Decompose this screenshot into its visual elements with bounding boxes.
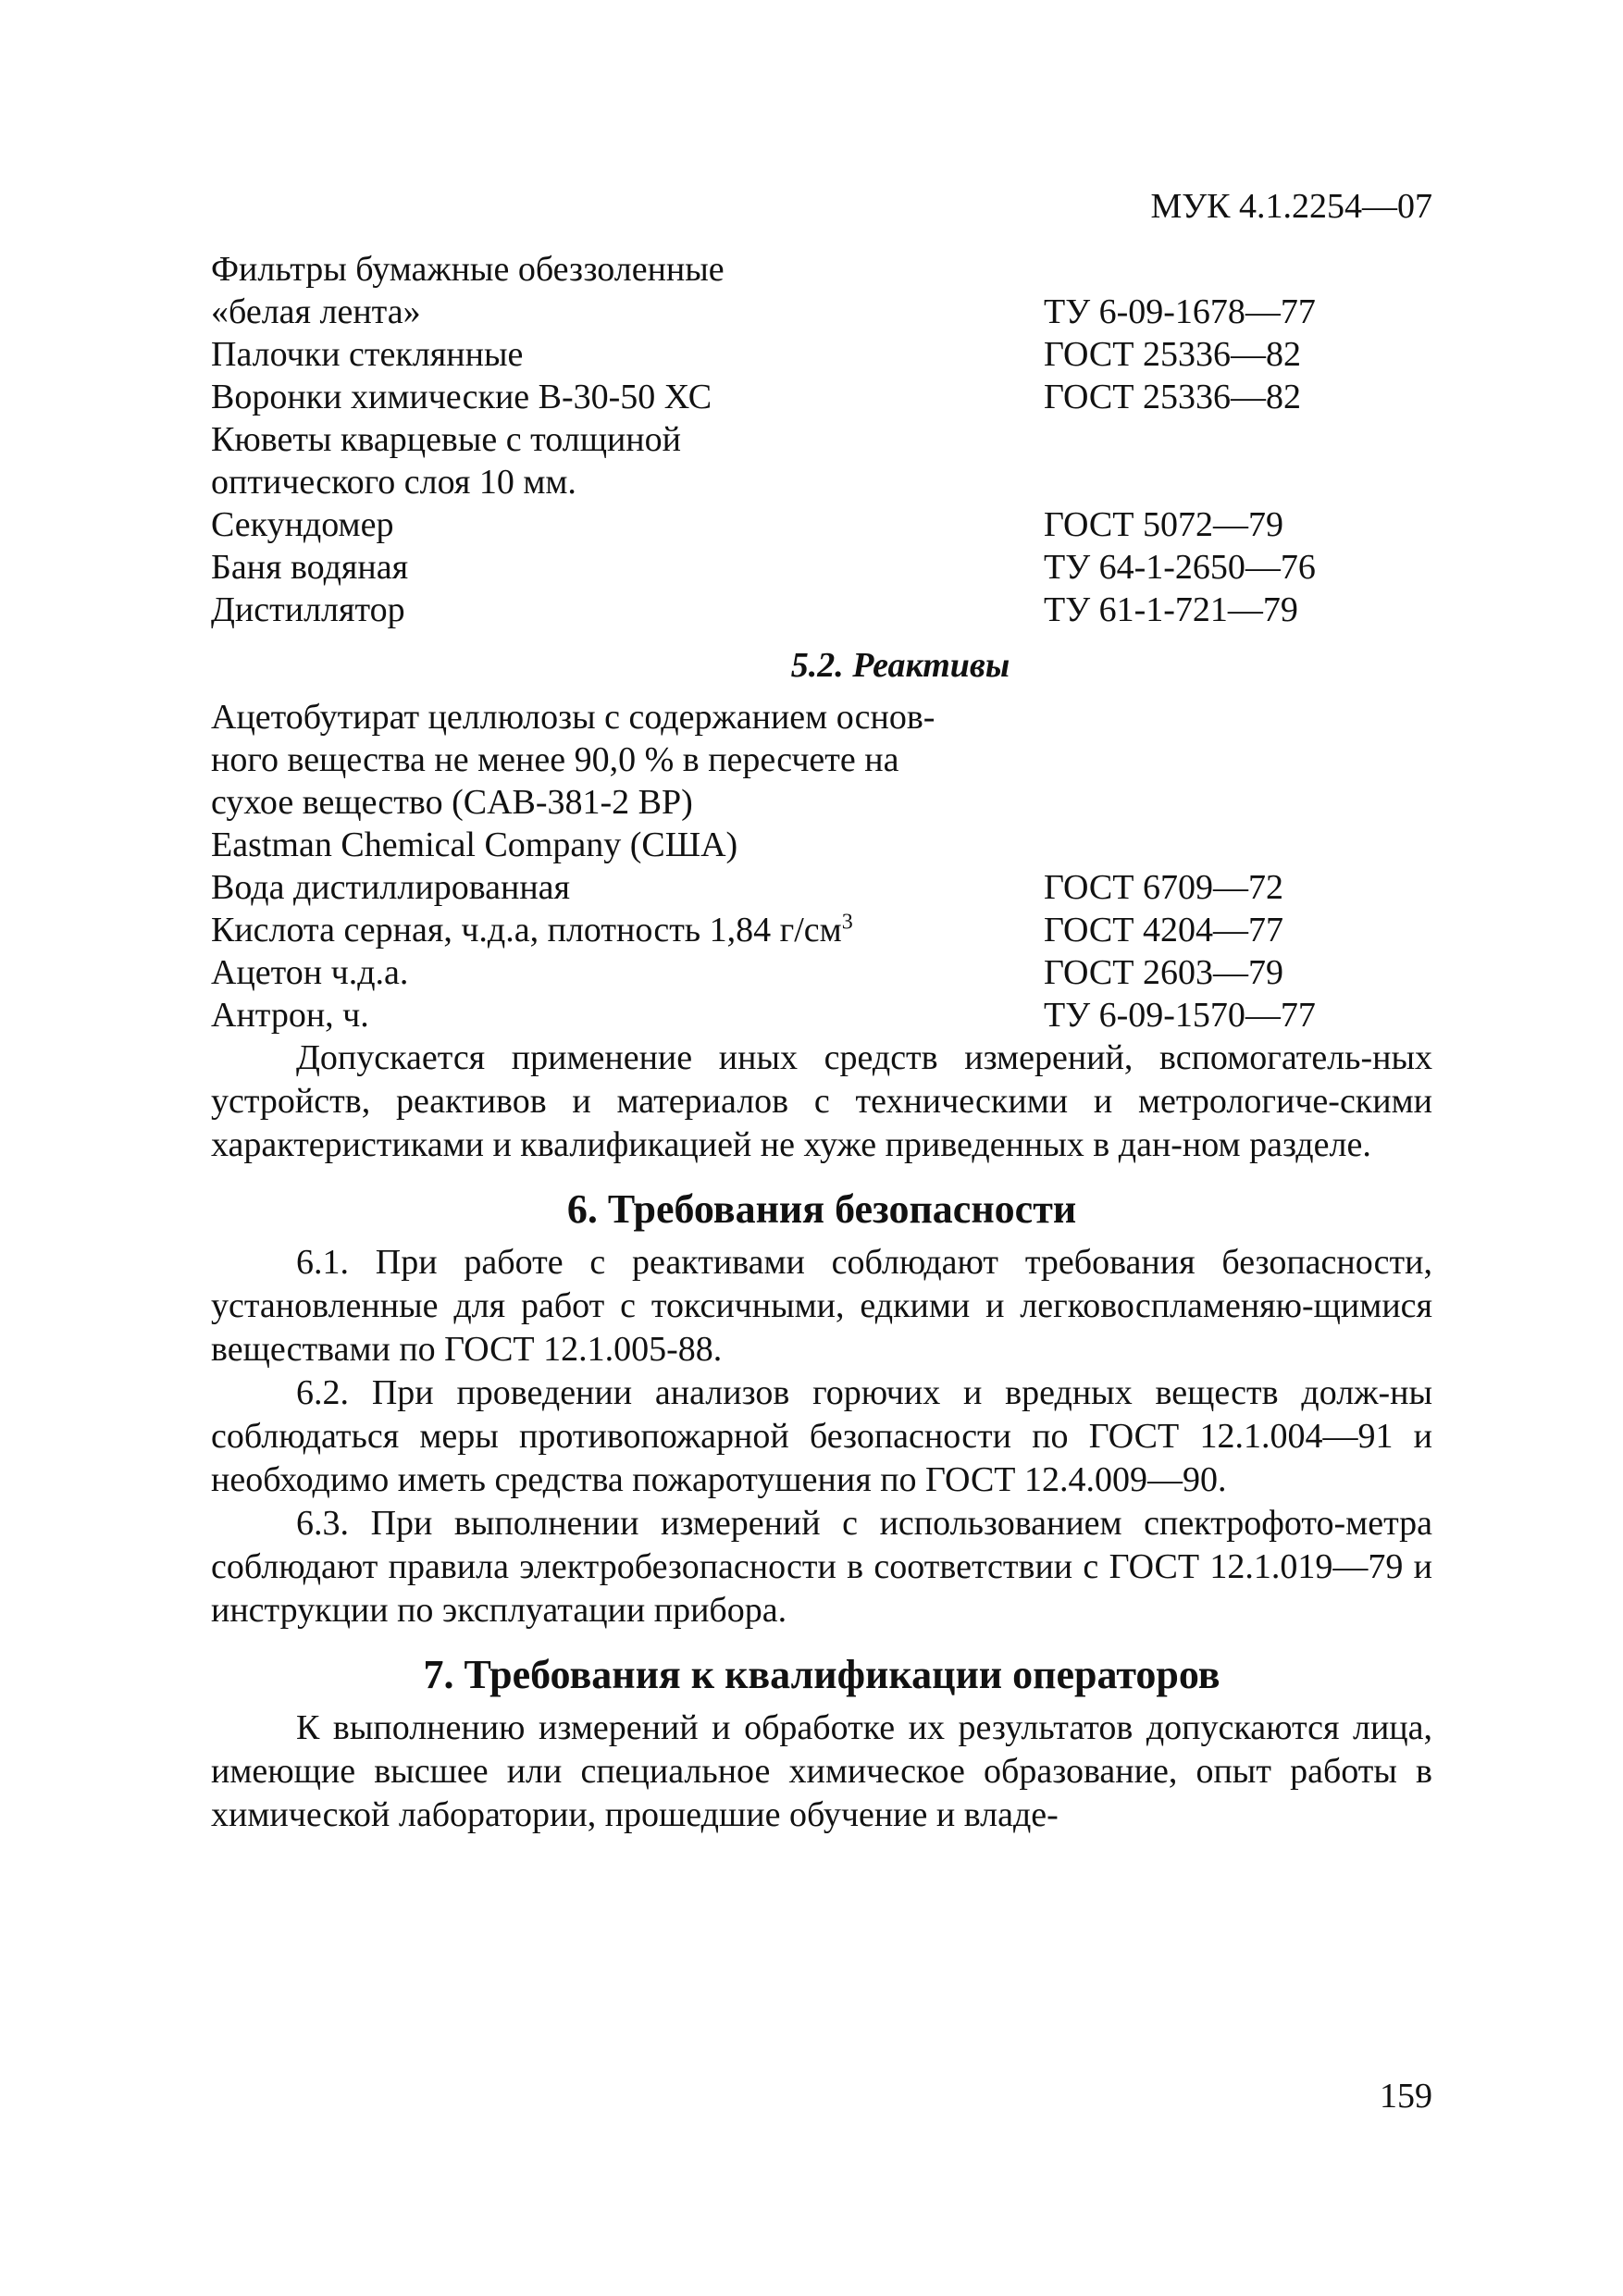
item-name: Eastman Chemical Company (США) bbox=[211, 825, 738, 864]
item-name bbox=[211, 909, 1044, 951]
item-name: «белая лента» bbox=[211, 292, 421, 331]
reagent-row bbox=[211, 994, 1432, 1036]
item-name: Антрон, ч. bbox=[211, 996, 369, 1035]
section-7-title: 7. Требования к квалификации операторов bbox=[423, 1652, 1220, 1697]
item-name: Палочки стеклянные bbox=[211, 335, 524, 374]
reagent-row bbox=[211, 824, 1432, 866]
reagent-row bbox=[211, 781, 1432, 824]
item-standard: ГОСТ 5072—79 bbox=[1044, 505, 1283, 544]
item-standard: ТУ 61-1-721—79 bbox=[1044, 590, 1298, 629]
reagent-row bbox=[211, 866, 1432, 909]
equipment-row bbox=[211, 333, 1432, 376]
item-standard: ГОСТ 25336—82 bbox=[1044, 335, 1301, 374]
equipment-row bbox=[211, 376, 1432, 418]
document-code: МУК 4.1.2254—07 bbox=[1150, 187, 1432, 226]
equipment-row bbox=[211, 461, 1432, 503]
equipment-row bbox=[211, 503, 1432, 546]
equipment-row bbox=[211, 248, 1432, 291]
item-name: Баня водяная bbox=[211, 548, 409, 587]
page-number: 159 bbox=[1380, 2077, 1432, 2116]
reagent-row bbox=[211, 738, 1432, 781]
reagent-row bbox=[211, 909, 1432, 951]
item-name: сухое вещество (CAB-381-2 BP) bbox=[211, 783, 693, 822]
item-standard: ГОСТ 2603—79 bbox=[1044, 953, 1283, 992]
allowance-paragraph: Допускается применение иных средств измерений, вспомогатель-ных устройств, реактивов и материалов с техническими и метрологиче-скими характеристиками и квалификацией не хуже приведенных в дан-ном разделе. bbox=[211, 1038, 1432, 1164]
section-6-title: 6. Требования безопасности bbox=[566, 1186, 1077, 1232]
density-unit-superscript: 3 bbox=[841, 910, 853, 935]
document-page bbox=[211, 185, 1432, 1837]
equipment-row bbox=[211, 589, 1432, 631]
item-standard bbox=[1044, 461, 1432, 503]
item-standard: ГОСТ 6709—72 bbox=[1044, 868, 1283, 907]
item-name: Воронки химические В-30-50 ХС bbox=[211, 378, 712, 416]
item-name: Вода дистиллированная bbox=[211, 868, 571, 907]
item-name: ного вещества не менее 90,0 % в пересчете на bbox=[211, 740, 899, 779]
item-standard bbox=[1044, 248, 1432, 291]
item-standard: ТУ 6-09-1570—77 bbox=[1044, 996, 1316, 1035]
item-standard bbox=[1044, 696, 1432, 738]
item-standard: ГОСТ 4204—77 bbox=[1044, 911, 1283, 949]
item-name: Фильтры бумажные обеззоленные bbox=[211, 250, 725, 289]
section-6-paragraph: 6.2. При проведении анализов горючих и вредных веществ долж-ны соблюдаться меры противопожарной безопасности по ГОСТ 12.1.004—91 и необходимо иметь средства пожаротушения по ГОСТ 12.4.009—90. bbox=[211, 1373, 1432, 1499]
item-name: Дистиллятор bbox=[211, 590, 405, 629]
sulfuric-acid-label: Кислота серная, ч.д.а, плотность 1,84 г/см bbox=[211, 911, 842, 949]
item-standard: ТУ 6-09-1678—77 bbox=[1044, 292, 1316, 331]
equipment-row bbox=[211, 546, 1432, 589]
item-name: Кюветы кварцевые с толщиной bbox=[211, 420, 681, 459]
section-6-paragraph: 6.3. При выполнении измерений с использованием спектрофото-метра соблюдают правила электробезопасности в соответствии с ГОСТ 12.1.019—79 и инструкции по эксплуатации прибора. bbox=[211, 1504, 1432, 1630]
reagents-heading: 5.2. Реактивы bbox=[790, 646, 1010, 685]
item-standard bbox=[1044, 824, 1432, 866]
item-name: Ацетон ч.д.а. bbox=[211, 953, 409, 992]
item-standard bbox=[1044, 738, 1432, 781]
equipment-row bbox=[211, 291, 1432, 333]
reagents-list bbox=[211, 696, 1432, 1036]
section-7-paragraph: К выполнению измерений и обработке их результатов допускаются лица, имеющие высшее или специальное химическое образование, опыт работы в химической лаборатории, прошедшие обучение и владе- bbox=[211, 1708, 1432, 1834]
item-standard bbox=[1044, 418, 1432, 461]
section-6-paragraph: 6.1. При работе с реактивами соблюдают требования безопасности, установленные для работ с токсичными, едкими и легковоспламеняю-щимися веществами по ГОСТ 12.1.005-88. bbox=[211, 1243, 1432, 1369]
reagent-row bbox=[211, 951, 1432, 994]
item-name: Ацетобутират целлюлозы с содержанием основ- bbox=[211, 698, 935, 737]
reagent-row bbox=[211, 696, 1432, 738]
item-name: Секундомер bbox=[211, 505, 394, 544]
item-standard: ГОСТ 25336—82 bbox=[1044, 378, 1301, 416]
item-name: оптического слоя 10 мм. bbox=[211, 463, 576, 502]
equipment-row bbox=[211, 418, 1432, 461]
item-standard bbox=[1044, 781, 1432, 824]
equipment-list bbox=[211, 248, 1432, 631]
item-standard: ТУ 64-1-2650—76 bbox=[1044, 548, 1316, 587]
